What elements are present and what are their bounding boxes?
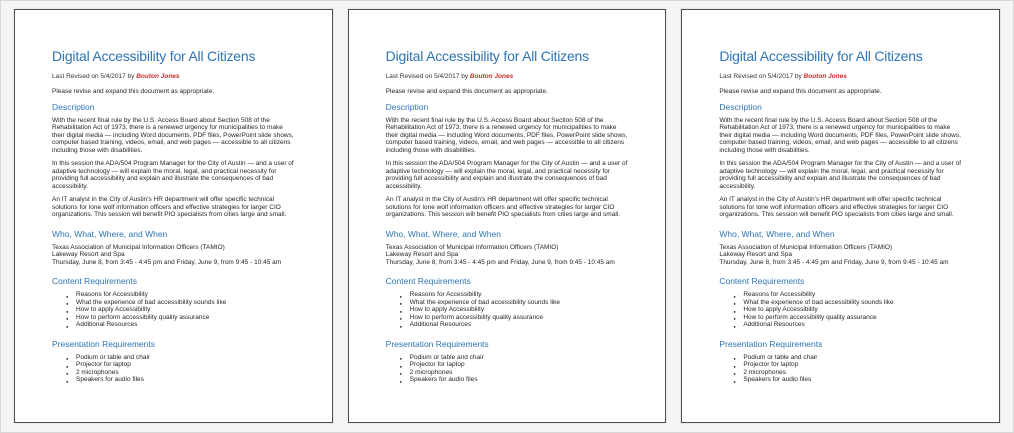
section-heading-presentation-requirements: Presentation Requirements xyxy=(719,338,823,349)
document-title: Digital Accessibility for All Citizens xyxy=(385,48,589,64)
document-page xyxy=(681,9,1000,423)
presentation-requirements-list xyxy=(52,354,296,384)
bullet-item: ● Projector for laptop xyxy=(400,361,630,369)
event-schedule: Thursday, June 8, from 3:45 - 4:45 pm and Friday, June 9, from 9:45 - 10:45 am xyxy=(52,258,282,266)
revision-note: Please revise and expand this document as appropriate. xyxy=(385,88,548,95)
description-paragraph: With the recent final rule by the U.S. Access Board about Section 508 of the Rehabilitation Act of 1973, there is a renewed urgency for municipalities to make their digital media — including Word documents, PDF files, PowerPoint slide shows, computer based training, videos, email, and web pages — accessible to all citizens including those with disabilities. xyxy=(719,116,961,154)
bullet-item: ● How to perform accessibility quality assurance xyxy=(400,314,630,322)
revision-note: Please revise and expand this document as appropriate. xyxy=(52,88,215,95)
description-paragraph: An IT analyst in the City of Austin's HR department will offer specific technical solutions for lone wolf information officers and effective strategies for larger CIO organizations. This session will benefit PIO specialists from cities large and small. xyxy=(52,196,287,218)
content-requirements-list xyxy=(52,291,296,329)
description-paragraph: With the recent final rule by the U.S. Access Board about Section 508 of the Rehabilitation Act of 1973, there is a renewed urgency for municipalities to make their digital media — including Word documents, PDF files, PowerPoint slide shows, computer based training, videos, email, and web pages — accessible to all citizens including those with disabilities. xyxy=(385,116,628,154)
bullet-item: ● 2 microphones xyxy=(400,369,630,377)
bullet-item: ● Projector for laptop xyxy=(733,361,963,369)
bullet-item: ● Reasons for Accessibility xyxy=(400,291,630,299)
byline-author: Bouton Jones xyxy=(136,73,180,80)
section-heading-content-requirements: Content Requirements xyxy=(385,276,471,286)
section-heading-description: Description xyxy=(385,101,429,112)
section-heading-description: Description xyxy=(52,101,95,112)
bullet-item: ● Podium or table and chair xyxy=(733,354,963,362)
event-venue: Lakeway Resort and Spa xyxy=(719,251,792,258)
bullet-item: ● How to apply Accessibility xyxy=(733,306,963,314)
description-paragraph: In this session the ADA/504 Program Manager for the City of Austin — and a user of adaptive technology — will explain the moral, legal, and practical necessity for providing full accessibility and explain and illustrate the consequences of bad accessibility. xyxy=(385,160,628,190)
byline-author: Bouton Jones xyxy=(803,73,847,80)
bullet-item: ● What the experience of bad accessibility sounds like xyxy=(400,299,630,307)
presentation-requirements-list xyxy=(719,354,963,384)
content-requirements-list xyxy=(719,291,963,329)
event-organization: Texas Association of Municipal Information Officers (TAMIO) xyxy=(52,243,225,251)
section-heading-who-what-where-when: Who, What, Where, and When xyxy=(385,228,501,239)
byline xyxy=(386,73,630,81)
bullet-item: ● Additional Resources xyxy=(400,321,630,329)
byline xyxy=(719,73,963,81)
section-heading-description: Description xyxy=(719,101,762,112)
bullet-item: ● Reasons for Accessibility xyxy=(66,291,296,299)
bullet-item: ● Speakers for audio files xyxy=(66,376,296,384)
bullet-item: ● 2 microphones xyxy=(733,369,963,377)
section-heading-who-what-where-when: Who, What, Where, and When xyxy=(719,228,835,239)
event-details xyxy=(719,244,963,267)
bullet-item: ● Podium or table and chair xyxy=(66,354,296,362)
bullet-item: ● Projector for laptop xyxy=(66,361,296,369)
event-schedule: Thursday, June 8, from 3:45 - 4:45 pm and Friday, June 9, from 9:45 - 10:45 am xyxy=(719,258,949,266)
byline-text: Last Revised on 5/4/2017 by xyxy=(52,73,137,80)
bullet-item: ● Speakers for audio files xyxy=(400,376,630,384)
bullet-item: ● What the experience of bad accessibility sounds like xyxy=(66,299,296,307)
content-requirements-list xyxy=(386,291,630,329)
section-heading-who-what-where-when: Who, What, Where, and When xyxy=(52,228,168,239)
document-page xyxy=(348,9,667,423)
event-venue: Lakeway Resort and Spa xyxy=(52,251,125,258)
bullet-item: ● What the experience of bad accessibility sounds like xyxy=(733,299,963,307)
section-heading-content-requirements: Content Requirements xyxy=(719,276,805,286)
event-venue: Lakeway Resort and Spa xyxy=(385,251,459,258)
event-organization: Texas Association of Municipal Information Officers (TAMIO) xyxy=(385,243,559,251)
event-details xyxy=(52,244,296,267)
description-paragraph: In this session the ADA/504 Program Manager for the City of Austin — and a user of adaptive technology — will explain the moral, legal, and practical necessity for providing full accessibility and explain and illustrate the consequences of bad accessibility. xyxy=(52,160,294,190)
section-heading-presentation-requirements: Presentation Requirements xyxy=(52,338,156,349)
bullet-item: ● Reasons for Accessibility xyxy=(733,291,963,299)
bullet-item: ● How to apply Accessibility xyxy=(400,306,630,314)
description-paragraph: An IT analyst in the City of Austin's HR department will offer specific technical solutions for lone wolf information officers and effective strategies for larger CIO organizations. This session will benefit PIO specialists from cities large and small. xyxy=(719,196,954,218)
byline xyxy=(52,73,296,81)
description-paragraph: In this session the ADA/504 Program Manager for the City of Austin — and a user of adaptive technology — will explain the moral, legal, and practical necessity for providing full accessibility and explain and illustrate the consequences of bad accessibility. xyxy=(719,160,962,190)
bullet-item: ● Additional Resources xyxy=(66,321,296,329)
section-heading-presentation-requirements: Presentation Requirements xyxy=(385,338,489,349)
bullet-item: ● Speakers for audio files xyxy=(733,376,963,384)
byline-text: Last Revised on 5/4/2017 by xyxy=(719,73,804,80)
bullet-item: ● How to perform accessibility quality assurance xyxy=(733,314,963,322)
bullet-item: ● Additional Resources xyxy=(733,321,963,329)
description-paragraph: With the recent final rule by the U.S. Access Board about Section 508 of the Rehabilitation Act of 1973, there is a renewed urgency for municipalities to make their digital media — including Word documents, PDF files, PowerPoint slide shows, computer based training, videos, email, and web pages — accessible to all citizens including those with disabilities. xyxy=(52,116,294,154)
section-heading-content-requirements: Content Requirements xyxy=(52,276,138,286)
revision-note: Please revise and expand this document as appropriate. xyxy=(719,88,882,95)
bullet-item: ● How to apply Accessibility xyxy=(66,306,296,314)
presentation-requirements-list xyxy=(386,354,630,384)
document-title: Digital Accessibility for All Citizens xyxy=(719,48,923,64)
event-schedule: Thursday, June 8, from 3:45 - 4:45 pm and Friday, June 9, from 9:45 - 10:45 am xyxy=(385,258,615,266)
bullet-item: ● How to perform accessibility quality assurance xyxy=(66,314,296,322)
event-organization: Texas Association of Municipal Information Officers (TAMIO) xyxy=(719,243,893,251)
document-page xyxy=(14,9,333,423)
bullet-item: ● Podium or table and chair xyxy=(400,354,630,362)
event-details xyxy=(386,244,630,267)
byline-author: Bouton Jones xyxy=(469,73,514,80)
byline-text: Last Revised on 5/4/2017 by xyxy=(385,73,470,80)
description-paragraph: An IT analyst in the City of Austin's HR department will offer specific technical solutions for lone wolf information officers and effective strategies for larger CIO organizations. This session will benefit PIO specialists from cities large and small. xyxy=(385,196,621,218)
document-title: Digital Accessibility for All Citizens xyxy=(52,48,256,64)
bullet-item: ● 2 microphones xyxy=(66,369,296,377)
